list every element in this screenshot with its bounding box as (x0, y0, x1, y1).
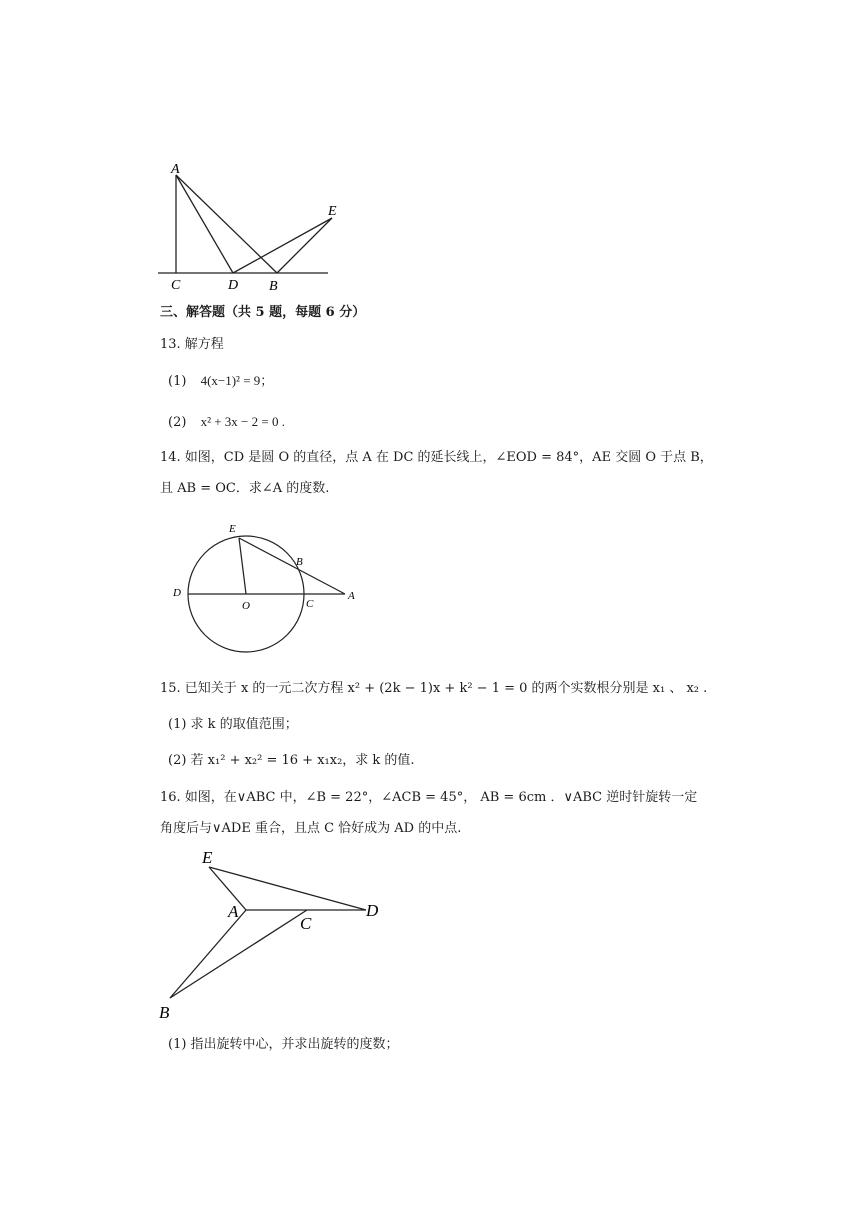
q16-part1: (1) 指出旋转中心，并求出旋转的度数； (168, 1037, 399, 1052)
q13-stem: 13. 解方程 (160, 337, 224, 352)
point-label-e: E (328, 204, 337, 219)
q13-part2-expr: x² + 3x − 2 = 0 . (200, 414, 285, 429)
point-label-a: A (171, 162, 180, 177)
q14-line2: 且 AB = OC．求∠A 的度数. (160, 481, 330, 496)
section-heading: 三、解答题（共 5 题，每题 6 分） (160, 305, 366, 320)
point-label-c: C (306, 598, 314, 610)
q13-part2-label: (2) (168, 415, 187, 430)
point-label-c: C (171, 278, 181, 293)
figure-2-circle-diagram (165, 518, 365, 658)
point-label-a: A (228, 902, 239, 921)
q14-line1: 14. 如图，CD 是圆 O 的直径，点 A 在 DC 的延长线上，∠EOD = 84°，AE 交圆 O 于点 B， (160, 450, 713, 465)
point-label-e: E (229, 523, 236, 535)
point-label-d: D (173, 587, 181, 599)
point-label-d: D (228, 278, 239, 293)
point-label-a: A (348, 590, 355, 602)
figure-3-rotation-diagram (150, 845, 400, 1025)
point-label-e: E (202, 848, 213, 867)
point-label-b: B (159, 1003, 170, 1022)
point-label-c: C (300, 914, 312, 933)
q16-line1: 16. 如图，在∨ABC 中，∠B = 22°，∠ACB = 45°， AB = 6cm ．∨ABC 逆时针旋转一定 (160, 790, 698, 805)
q16-line2: 角度后与∨ADE 重合，且点 C 恰好成为 AD 的中点. (160, 821, 462, 836)
point-label-b: B (269, 279, 278, 294)
q13-part1-expr: 4(x−1)² = 9； (200, 373, 274, 388)
point-label-b: B (296, 556, 303, 568)
point-label-d: D (366, 901, 379, 920)
figure-1-diagram (150, 155, 350, 295)
q15-part1: (1) 求 k 的取值范围； (168, 717, 298, 732)
q13-part1-label: (1) (168, 374, 187, 389)
q13-part1 (168, 372, 273, 391)
q13-part2 (168, 413, 285, 432)
q15-part2: (2) 若 x₁² + x₂² = 16 + x₁x₂，求 k 的值. (168, 753, 415, 768)
q15-stem: 15. 已知关于 x 的一元二次方程 x² + (2k − 1)x + k² − 1 = 0 的两个实数根分别是 x₁ 、 x₂ . (160, 681, 708, 696)
point-label-o: O (242, 600, 250, 612)
